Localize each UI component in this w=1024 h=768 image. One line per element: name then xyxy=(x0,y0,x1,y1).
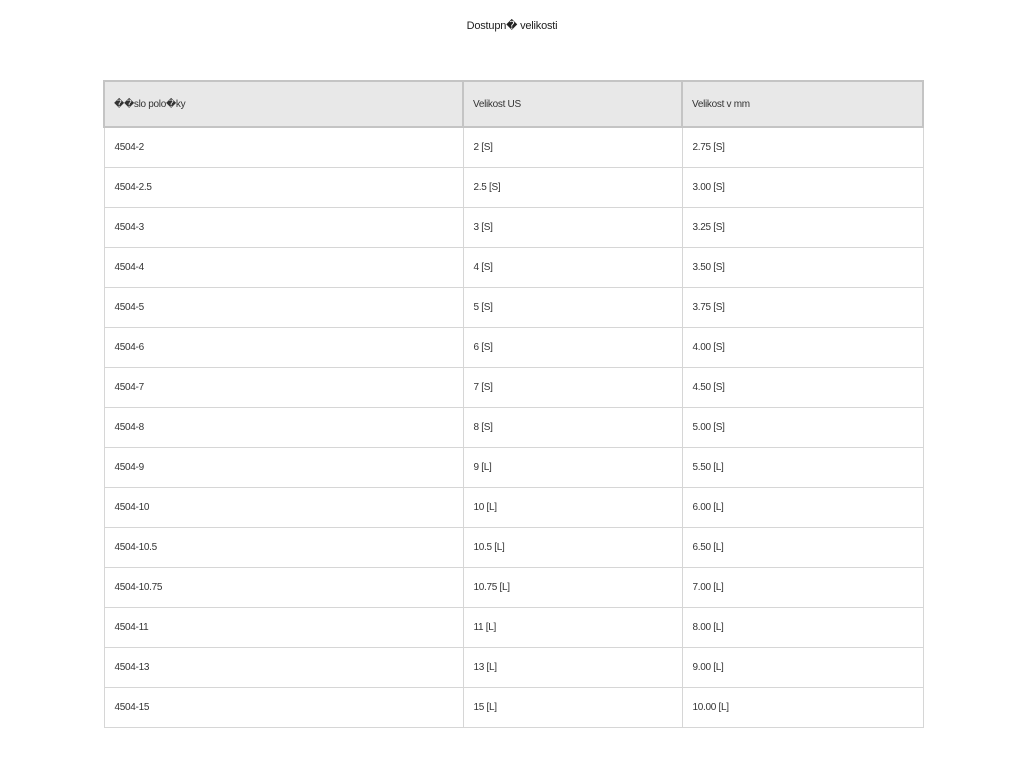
cell-item-number: 4504-2 xyxy=(104,127,463,167)
table-row xyxy=(104,367,923,407)
cell-size-mm: 9.00 [L] xyxy=(682,647,923,687)
table-row xyxy=(104,127,923,167)
cell-size-mm: 4.50 [S] xyxy=(682,367,923,407)
cell-size-us: 2 [S] xyxy=(463,127,682,167)
cell-item-number: 4504-6 xyxy=(104,327,463,367)
table-row xyxy=(104,607,923,647)
cell-item-number: 4504-10 xyxy=(104,487,463,527)
cell-item-number: 4504-5 xyxy=(104,287,463,327)
cell-size-mm: 6.50 [L] xyxy=(682,527,923,567)
cell-size-us: 5 [S] xyxy=(463,287,682,327)
cell-item-number: 4504-3 xyxy=(104,207,463,247)
table-row xyxy=(104,247,923,287)
table-row xyxy=(104,647,923,687)
table-row xyxy=(104,167,923,207)
cell-size-mm: 5.50 [L] xyxy=(682,447,923,487)
table-row xyxy=(104,207,923,247)
cell-size-us: 10.75 [L] xyxy=(463,567,682,607)
table-row xyxy=(104,327,923,367)
cell-size-mm: 6.00 [L] xyxy=(682,487,923,527)
cell-size-mm: 4.00 [S] xyxy=(682,327,923,367)
cell-size-mm: 3.50 [S] xyxy=(682,247,923,287)
cell-size-mm: 7.00 [L] xyxy=(682,567,923,607)
table-row xyxy=(104,567,923,607)
cell-size-us: 2.5 [S] xyxy=(463,167,682,207)
cell-size-mm: 3.25 [S] xyxy=(682,207,923,247)
cell-size-mm: 3.75 [S] xyxy=(682,287,923,327)
table-row xyxy=(104,447,923,487)
cell-size-us: 4 [S] xyxy=(463,247,682,287)
cell-item-number: 4504-10.75 xyxy=(104,567,463,607)
column-header-item-number: ��slo polo�ky xyxy=(104,81,463,127)
cell-item-number: 4504-11 xyxy=(104,607,463,647)
table-row xyxy=(104,407,923,447)
cell-size-us: 6 [S] xyxy=(463,327,682,367)
cell-item-number: 4504-10.5 xyxy=(104,527,463,567)
cell-item-number: 4504-13 xyxy=(104,647,463,687)
cell-item-number: 4504-8 xyxy=(104,407,463,447)
cell-item-number: 4504-4 xyxy=(104,247,463,287)
cell-size-us: 10 [L] xyxy=(463,487,682,527)
sizes-table xyxy=(103,80,924,728)
cell-item-number: 4504-15 xyxy=(104,687,463,727)
cell-size-us: 9 [L] xyxy=(463,447,682,487)
cell-size-us: 7 [S] xyxy=(463,367,682,407)
column-header-size-mm: Velikost v mm xyxy=(682,81,923,127)
cell-item-number: 4504-2.5 xyxy=(104,167,463,207)
cell-item-number: 4504-9 xyxy=(104,447,463,487)
table-row xyxy=(104,527,923,567)
cell-size-us: 13 [L] xyxy=(463,647,682,687)
cell-size-mm: 3.00 [S] xyxy=(682,167,923,207)
cell-size-mm: 5.00 [S] xyxy=(682,407,923,447)
table-row xyxy=(104,487,923,527)
page-title: Dostupn� velikosti xyxy=(466,20,558,32)
cell-size-mm: 10.00 [L] xyxy=(682,687,923,727)
cell-size-us: 3 [S] xyxy=(463,207,682,247)
cell-size-us: 10.5 [L] xyxy=(463,527,682,567)
cell-size-us: 8 [S] xyxy=(463,407,682,447)
cell-size-us: 15 [L] xyxy=(463,687,682,727)
cell-item-number: 4504-7 xyxy=(104,367,463,407)
cell-size-mm: 8.00 [L] xyxy=(682,607,923,647)
column-header-size-us: Velikost US xyxy=(463,81,682,127)
table-header-row xyxy=(104,81,923,127)
cell-size-mm: 2.75 [S] xyxy=(682,127,923,167)
cell-size-us: 11 [L] xyxy=(463,607,682,647)
table-row xyxy=(104,687,923,727)
table-row xyxy=(104,287,923,327)
